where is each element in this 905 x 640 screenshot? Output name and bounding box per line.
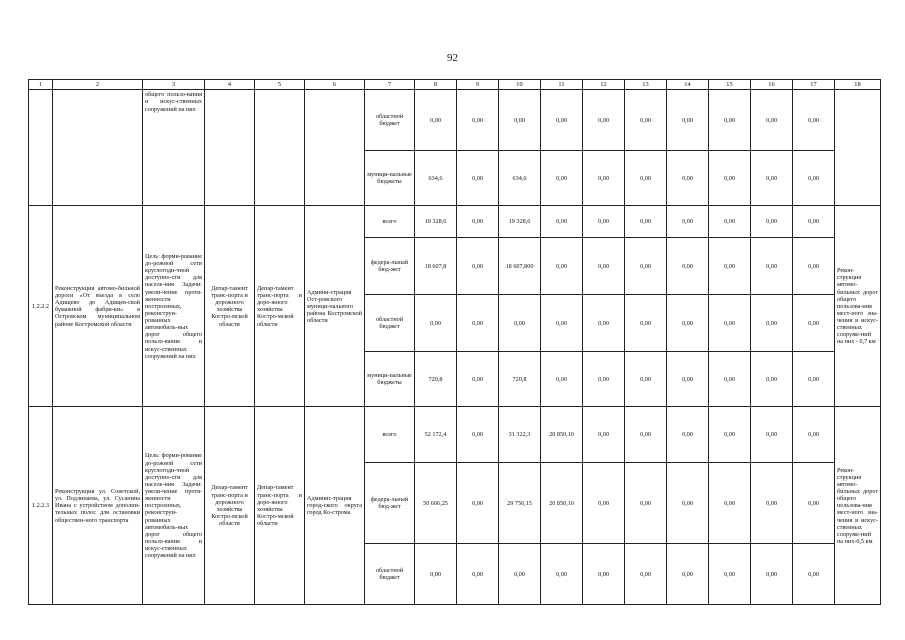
value-cell: 19 328,6 [415, 206, 457, 238]
column-number: 1 [29, 80, 53, 90]
value-cell: 0,00 [415, 544, 457, 605]
value-cell: 0,00 [541, 238, 583, 295]
column-number: 4 [205, 80, 255, 90]
value-cell: 720,8 [415, 352, 457, 407]
goal-text: Цель: форми-рование до-рожной сети круглогоди-чной доступно-сти для населе-ния Задачи: увели-чение протя-женности построенных, реконструи-рованных автомобиль-ных дорог общего пользо-вания и искус-ственных сооружений на них [143, 407, 205, 605]
executor: Депар-тамент транс-порта и дорожного хозяйства Костро-мской области [205, 206, 255, 407]
value-cell: 0,00 [751, 151, 793, 206]
value-cell: 0,00 [583, 544, 625, 605]
value-cell: 52 172,4 [415, 407, 457, 463]
column-number: 5 [255, 80, 305, 90]
funding-source: областной бюджет [365, 544, 415, 605]
value-cell: 0,00 [751, 463, 793, 544]
value-cell: 0,00 [583, 463, 625, 544]
result-text [835, 90, 881, 206]
column-number: 13 [625, 80, 667, 90]
value-cell: 0,00 [583, 295, 625, 352]
column-number: 10 [499, 80, 541, 90]
value-cell: 0,00 [667, 352, 709, 407]
column-number: 11 [541, 80, 583, 90]
value-cell: 0,00 [667, 407, 709, 463]
goal-text: Цель: форми-рование до-рожной сети круглогоди-чной доступно-сти для населе-ния Задачи: увели-чение протя-женности построенных, реконструи-рованных автомобиль-ных дорог общего пользо-вания и искус-ственных сооружений на них [143, 206, 205, 407]
recipient: Админи-страция Ост-ровского муници-пального района Костромской области [305, 206, 365, 407]
column-number: 17 [793, 80, 835, 90]
value-cell: 0,00 [457, 544, 499, 605]
value-cell: 0,00 [583, 206, 625, 238]
row-code [29, 90, 53, 206]
goal-text: общего пользо-вания и искус-ственных сооружений на них [143, 90, 205, 206]
column-number: 12 [583, 80, 625, 90]
funding-source: областной бюджет [365, 295, 415, 352]
value-cell: 20 850,10 [541, 407, 583, 463]
value-cell: 0,00 [499, 295, 541, 352]
column-number: 18 [835, 80, 881, 90]
value-cell: 0,00 [583, 90, 625, 151]
value-cell: 50 606,25 [415, 463, 457, 544]
value-cell: 0,00 [457, 238, 499, 295]
value-cell: 0,00 [667, 238, 709, 295]
value-cell: 0,00 [457, 463, 499, 544]
value-cell: 0,00 [541, 90, 583, 151]
funding-source: муници-пальные бюджеты [365, 151, 415, 206]
funding-source: федера-льный бюд-жет [365, 238, 415, 295]
value-cell: 0,00 [751, 295, 793, 352]
value-cell: 0,00 [709, 295, 751, 352]
value-cell: 0,00 [625, 90, 667, 151]
value-cell: 0,00 [751, 238, 793, 295]
value-cell: 0,00 [709, 352, 751, 407]
budget-row [29, 206, 881, 238]
value-cell: 31 322,3 [499, 407, 541, 463]
value-cell: 0,00 [751, 206, 793, 238]
value-cell: 0,00 [415, 90, 457, 151]
column-number: 6 [305, 80, 365, 90]
budget-table [28, 79, 881, 605]
value-cell: 0,00 [793, 90, 835, 151]
value-cell: 720,8 [499, 352, 541, 407]
customer: Депар-тамент транс-порта и доро-жного хозяйства Костро-мской области [255, 206, 305, 407]
value-cell: 0,00 [793, 295, 835, 352]
value-cell: 0,00 [499, 90, 541, 151]
executor [205, 90, 255, 206]
value-cell: 0,00 [625, 544, 667, 605]
value-cell: 18 607,800 [499, 238, 541, 295]
value-cell: 0,00 [457, 151, 499, 206]
value-cell: 0,00 [457, 352, 499, 407]
value-cell: 20 850,10 [541, 463, 583, 544]
value-cell: 0,00 [541, 295, 583, 352]
value-cell: 0,00 [667, 151, 709, 206]
value-cell: 0,00 [457, 295, 499, 352]
value-cell: 0,00 [709, 151, 751, 206]
value-cell: 0,00 [625, 238, 667, 295]
value-cell: 0,00 [583, 352, 625, 407]
value-cell: 0,00 [457, 407, 499, 463]
executor: Депар-тамент транс-порта и дорожного хозяйства Костро-мской области [205, 407, 255, 605]
column-numbers-row [29, 80, 881, 90]
value-cell: 0,00 [625, 151, 667, 206]
table-body [29, 80, 881, 605]
value-cell: 0,00 [709, 206, 751, 238]
value-cell: 0,00 [793, 206, 835, 238]
result-text: Рекон-струкция автомо-бильных дорог общего пользова-ния мест-ного зна-чения и искус-ственных сооруже-ний на них - 0,7 км [835, 206, 881, 407]
value-cell: 0,00 [667, 544, 709, 605]
budget-row [29, 407, 881, 463]
value-cell: 0,00 [583, 238, 625, 295]
value-cell: 0,00 [499, 544, 541, 605]
value-cell: 0,00 [667, 463, 709, 544]
value-cell: 634,6 [415, 151, 457, 206]
column-number: 8 [415, 80, 457, 90]
value-cell: 0,00 [625, 407, 667, 463]
value-cell: 0,00 [709, 544, 751, 605]
recipient: Админис-трация город-ского округа город Ко-строма [305, 407, 365, 605]
value-cell: 0,00 [541, 352, 583, 407]
value-cell: 0,00 [793, 544, 835, 605]
customer [255, 90, 305, 206]
funding-source: областной бюджет [365, 90, 415, 151]
value-cell: 0,00 [667, 90, 709, 151]
column-number: 3 [143, 80, 205, 90]
column-number: 16 [751, 80, 793, 90]
column-number: 2 [53, 80, 143, 90]
value-cell: 0,00 [793, 463, 835, 544]
funding-source: федера-льный бюд-жет [365, 463, 415, 544]
value-cell: 0,00 [583, 151, 625, 206]
value-cell: 0,00 [793, 151, 835, 206]
value-cell: 0,00 [793, 352, 835, 407]
value-cell: 0,00 [457, 206, 499, 238]
value-cell: 0,00 [793, 238, 835, 295]
value-cell: 0,00 [709, 238, 751, 295]
object-name [53, 90, 143, 206]
value-cell: 0,00 [625, 206, 667, 238]
value-cell: 634,6 [499, 151, 541, 206]
page-number: 92 [447, 52, 458, 64]
value-cell: 0,00 [625, 463, 667, 544]
row-code: 1.2.2.3 [29, 407, 53, 605]
value-cell: 29 756,15 [499, 463, 541, 544]
value-cell: 0,00 [667, 295, 709, 352]
column-number: 15 [709, 80, 751, 90]
result-text: Рекон-струкция автомо-бильных дорог общего пользова-ния мест-ного зна-чения и искус-ственных сооруже-ний на них-0,5 км [835, 407, 881, 605]
object-name: Реконструкция ул. Советской, ул. Подлипаева, ул. Сусанина Ивана с устройством дополни-тельных полос для остановки обществен-ного транспорта [53, 407, 143, 605]
value-cell: 0,00 [751, 90, 793, 151]
funding-source: всего [365, 407, 415, 463]
column-number: 9 [457, 80, 499, 90]
value-cell: 0,00 [793, 407, 835, 463]
value-cell: 0,00 [667, 206, 709, 238]
value-cell: 0,00 [625, 352, 667, 407]
value-cell: 0,00 [709, 463, 751, 544]
funding-source: всего [365, 206, 415, 238]
row-code: 1.2.2.2 [29, 206, 53, 407]
value-cell: 0,00 [751, 407, 793, 463]
value-cell: 19 328,6 [499, 206, 541, 238]
funding-source: муници-пальные бюджеты [365, 352, 415, 407]
recipient [305, 90, 365, 206]
value-cell: 0,00 [541, 151, 583, 206]
value-cell: 0,00 [709, 407, 751, 463]
value-cell: 18 607,8 [415, 238, 457, 295]
column-number: 14 [667, 80, 709, 90]
column-number: 7 [365, 80, 415, 90]
continuation-row [29, 90, 881, 151]
value-cell: 0,00 [751, 544, 793, 605]
value-cell: 0,00 [583, 407, 625, 463]
value-cell: 0,00 [541, 206, 583, 238]
value-cell: 0,00 [457, 90, 499, 151]
object-name: Реконструкция автомо-бильной дороги «От въезда в село Адищево до Адищев-ской бумажной фабри-ки» в Островском муниципальном районе Костромской области [53, 206, 143, 407]
value-cell: 0,00 [415, 295, 457, 352]
customer: Депар-тамент транс-порта и доро-жного хозяйства Костро-мской области [255, 407, 305, 605]
value-cell: 0,00 [625, 295, 667, 352]
value-cell: 0,00 [751, 352, 793, 407]
value-cell: 0,00 [709, 90, 751, 151]
value-cell: 0,00 [541, 544, 583, 605]
